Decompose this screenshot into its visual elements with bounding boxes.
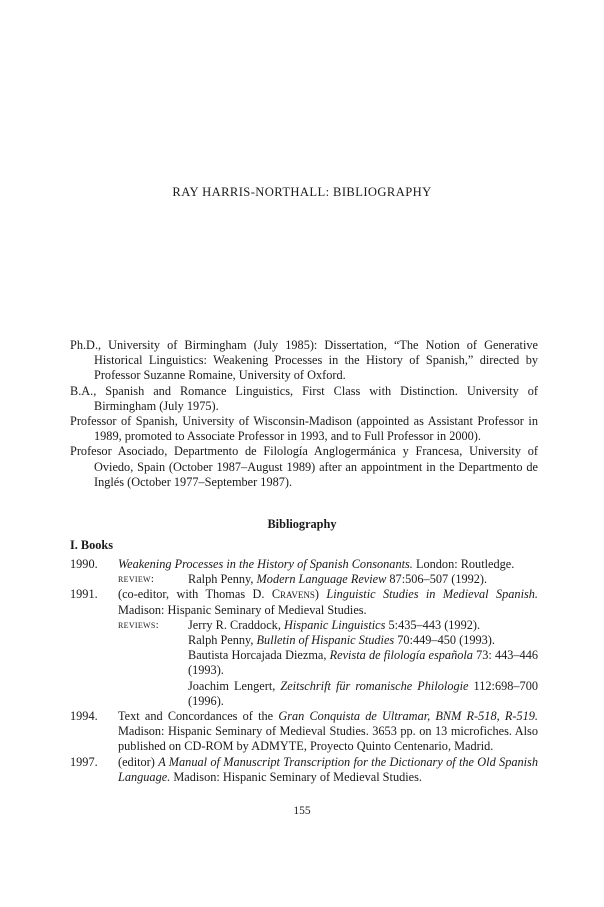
books-heading: I. Books <box>70 538 114 552</box>
book-body: (co-editor, with Thomas D. Cravens) Linguistic Studies in Medieval Spanish. Madison: Hispanic Seminary of Medieval Studies. reviews: Jerry R. Craddock, Hispanic Linguistics 5:435–443 (1992). Ralph Penny, Bulletin of Hispanic Studies 70:449–450 (1993). Bautista Horcajada Diezma, Revista de filología española 73: 443–446 (1993). Joachim Lengert, Zeitschrift für romanische Philologie 112:698–700 (1996). <box>118 587 539 708</box>
review-item: Ralph Penny, Bulletin of Hispanic Studies 70:449–450 (1993). <box>188 633 495 648</box>
page-title: RAY HARRIS-NORTHALL: BIBLIOGRAPHY <box>172 185 432 199</box>
books-list <box>70 557 538 785</box>
book-entry <box>70 755 538 785</box>
book-year: 1997. <box>70 754 98 769</box>
book-body: Text and Concordances of the Gran Conquista de Ultramar, BNM R-518, R-519. Madison: Hispanic Seminary of Medieval Studies. 3653 pp. on 13 microfiches. Also published on CD-ROM by ADMYTE, Proyecto Quinto Centenario, Madrid. <box>118 709 538 754</box>
bibliography-heading: Bibliography <box>267 517 337 531</box>
book-title: Weakening Processes in the History of Spanish Consonants. <box>118 557 413 571</box>
book-publisher: London: Routledge. <box>412 557 515 571</box>
coeditor-name: Cravens <box>271 587 315 602</box>
review-item: Ralph Penny, Modern Language Review 87:506–507 (1992). <box>188 572 488 587</box>
book-publisher: Madison: Hispanic Seminary of Medieval Studies. <box>118 602 367 617</box>
book-publisher: Madison: Hispanic Seminary of Medieval Studies. <box>170 769 422 784</box>
review-label: review: <box>118 573 155 586</box>
review-block <box>118 618 538 709</box>
book-title: A Manual of Manuscript Transcription for the Dictionary of the Old Spanish Language. <box>118 754 538 784</box>
degree-entry: Profesor Asociado, Departmento de Filología Anglogermánica y Francesa, University of Oviedo, Spain (October 1987–August 1989) after an appointment in the Departmento de Inglés (October 1977–September 1987). <box>70 444 538 489</box>
review-item: Joachim Lengert, Zeitschrift für romanische Philologie 112:698–700 (1996). <box>188 678 538 708</box>
review-block <box>118 572 538 587</box>
book-year: 1990. <box>70 557 98 571</box>
review-item: Bautista Horcajada Diezma, Revista de filología española 73: 443–446 (1993). <box>188 648 538 678</box>
book-entry <box>70 587 538 709</box>
review-item: Jerry R. Craddock, Hispanic Linguistics 5:435–443 (1992). <box>188 617 481 632</box>
degrees-list <box>70 338 538 490</box>
book-title: Gran Conquista de Ultramar, BNM R-518, R-519. <box>278 709 538 724</box>
book-entry <box>70 709 538 755</box>
page-number: 155 <box>293 805 311 817</box>
book-year: 1994. <box>70 709 98 724</box>
book-publisher: Madison: Hispanic Seminary of Medieval Studies. 3653 pp. on 13 microfiches. Also published on CD-ROM by ADMYTE, Proyecto Quinto Centenario, Madrid. <box>118 724 538 754</box>
degree-entry: Professor of Spanish, University of Wisconsin-Madison (appointed as Assistant Professor in 1989, promoted to Associate Professor in 1993, and to Full Professor in 2000). <box>70 414 538 444</box>
book-body: (editor) A Manual of Manuscript Transcription for the Dictionary of the Old Spanish Language. Madison: Hispanic Seminary of Medieval Studies. <box>118 754 538 784</box>
review-label: reviews: <box>118 618 160 631</box>
degree-entry: B.A., Spanish and Romance Linguistics, First Class with Distinction. University of Birmingham (July 1975). <box>70 383 538 413</box>
book-body <box>118 557 538 587</box>
book-title: Linguistic Studies in Medieval Spanish. <box>326 587 539 602</box>
book-year: 1991. <box>70 587 98 602</box>
degree-entry: Ph.D., University of Birmingham (July 1985): Dissertation, “The Notion of Generative Historical Linguistics: Weakening Processes in the History of Spanish,” directed by Professor Suzanne Romaine, University of Oxford. <box>70 338 538 383</box>
book-entry <box>70 557 538 587</box>
